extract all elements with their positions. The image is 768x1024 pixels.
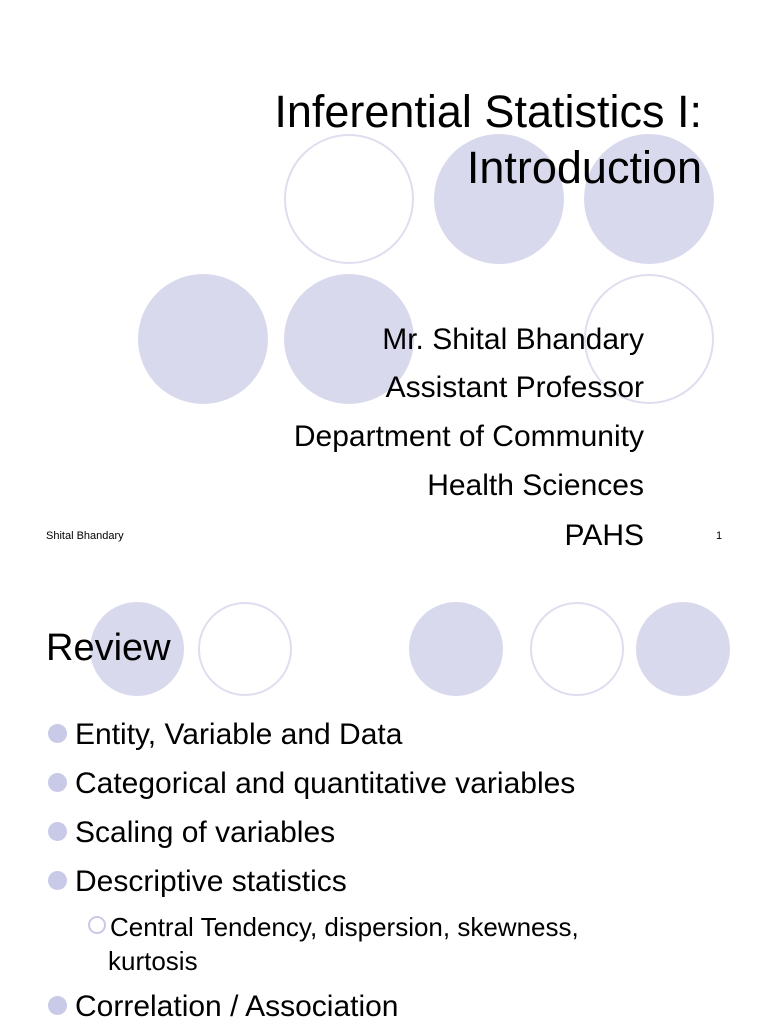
presenter-position: Assistant Professor xyxy=(385,371,644,404)
decorative-circle xyxy=(284,134,414,264)
list-item xyxy=(48,766,575,802)
presenter-institution: PAHS xyxy=(564,519,644,552)
list-item xyxy=(48,864,347,900)
sub-list-item-text-line-2: kurtosis xyxy=(108,946,198,976)
presenter-department-line-2: Health Sciences xyxy=(427,469,644,502)
bullet-icon xyxy=(48,724,67,743)
list-item-text: Correlation / Association xyxy=(75,990,399,1023)
list-item-text: Scaling of variables xyxy=(75,816,336,849)
page-number: 1 xyxy=(716,530,723,542)
decorative-circle xyxy=(409,602,503,696)
list-item-text: Entity, Variable and Data xyxy=(75,718,403,751)
presenter-department-line-1: Department of Community xyxy=(293,420,644,453)
slide-title: Review xyxy=(46,627,171,669)
list-item-text: Categorical and quantitative variables xyxy=(75,767,576,800)
slide-title-line-1: Inferential Statistics I: xyxy=(274,86,702,137)
presenter-name: Mr. Shital Bhandary xyxy=(382,323,644,356)
list-item-text: Descriptive statistics xyxy=(75,865,347,898)
list-item xyxy=(48,717,402,753)
decorative-circle xyxy=(138,274,268,404)
sub-list-item-text-line-1: Central Tendency, dispersion, skewness, xyxy=(110,912,579,942)
list-item xyxy=(48,989,399,1024)
decorative-circle xyxy=(636,602,730,696)
list-item xyxy=(48,815,335,851)
bullet-icon xyxy=(48,822,67,841)
slide-title-line-2: Introduction xyxy=(466,142,702,193)
bullet-icon xyxy=(48,996,67,1015)
decorative-circle xyxy=(530,602,624,696)
slide-2 xyxy=(0,576,768,1024)
sub-list-item xyxy=(88,910,668,978)
footer-author: Shital Bhandary xyxy=(46,530,124,542)
bullet-icon xyxy=(48,773,67,792)
decorative-circle xyxy=(198,602,292,696)
bullet-icon xyxy=(48,871,67,890)
sub-bullet-icon xyxy=(88,916,106,934)
